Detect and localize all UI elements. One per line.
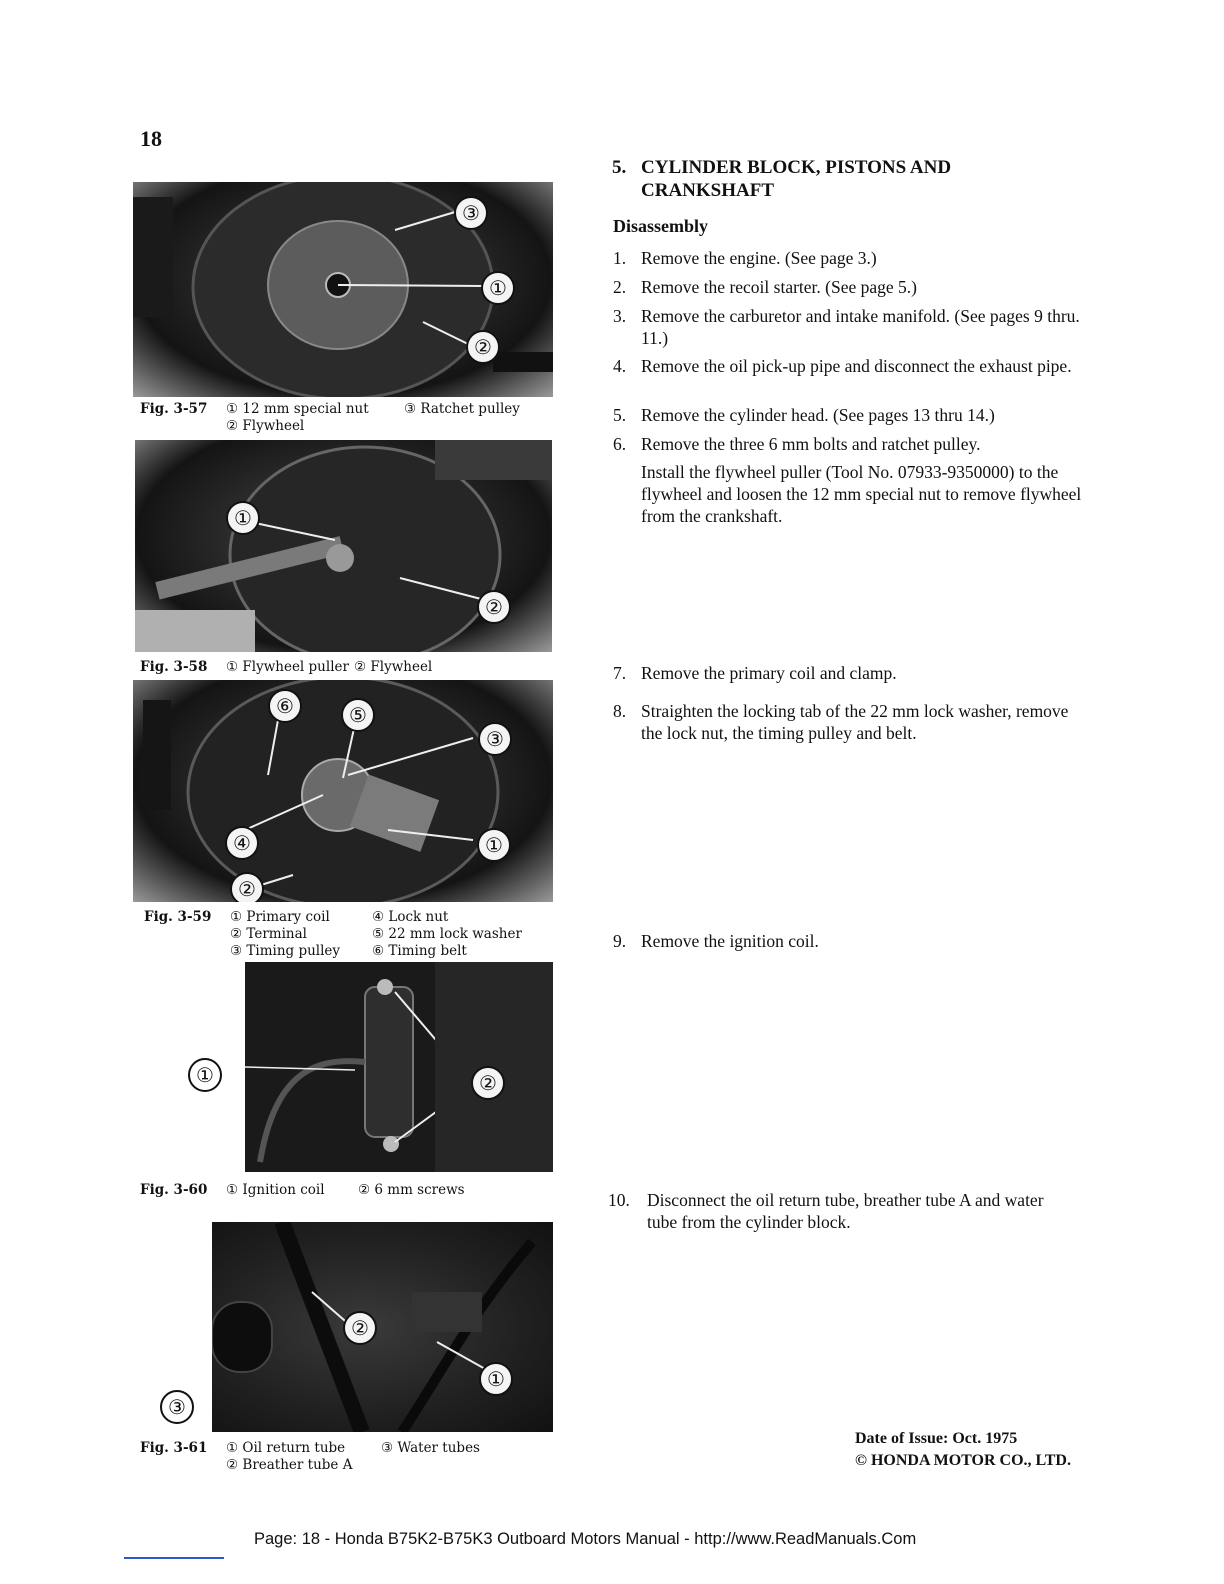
- callout-2: ②: [343, 1311, 377, 1345]
- legend-item: ④ Lock nut: [372, 909, 449, 925]
- page-footer: Page: 18 - Honda B75K2-B75K3 Outboard Motors Manual - http://www.ReadManuals.Com: [254, 1530, 917, 1548]
- callout-3: ③: [160, 1390, 194, 1424]
- step-6: 6. Remove the three 6 mm bolts and ratchet pulley. Install the flywheel puller (Tool No. 07933-9350000) to the flywheel and loosen the 12 mm special nut to remove flywheel from the crankshaft.: [613, 434, 1082, 526]
- figure-3-57-caption: [140, 401, 520, 435]
- legend-item: ③ Ratchet pulley: [404, 401, 520, 417]
- copyright: © HONDA MOTOR CO., LTD.: [855, 1452, 1071, 1469]
- legend-item: ① 12 mm special nut: [226, 401, 369, 417]
- callout-1: ①: [477, 828, 511, 862]
- callout-2: ②: [230, 872, 264, 902]
- legend-item: ② Flywheel: [354, 659, 433, 675]
- callout-2: ②: [477, 590, 511, 624]
- legend-item: ② Flywheel: [226, 418, 305, 434]
- callout-5: ⑤: [341, 698, 375, 732]
- figure-label: Fig. 3-61: [140, 1440, 208, 1456]
- figure-3-58-caption: [140, 659, 432, 676]
- legend-item: ③ Timing pulley: [230, 943, 341, 959]
- legend-item: ① Ignition coil: [226, 1182, 325, 1198]
- figure-3-59-caption: [144, 909, 522, 960]
- callout-1: ①: [481, 271, 515, 305]
- step-7: 7. Remove the primary coil and clamp.: [613, 663, 897, 683]
- callout-3: ③: [478, 722, 512, 756]
- callout-2: ②: [471, 1066, 505, 1100]
- footer-divider: [124, 1557, 224, 1559]
- step-10: 10. Disconnect the oil return tube, breather tube A and water tube from the cylinder block.: [608, 1190, 1044, 1232]
- step-4: 4. Remove the oil pick-up pipe and disconnect the exhaust pipe.: [613, 356, 1072, 376]
- page-number: 18: [140, 126, 162, 151]
- figure-label: Fig. 3-57: [140, 401, 208, 417]
- legend-item: ③ Water tubes: [381, 1440, 480, 1456]
- legend-item: ① Oil return tube: [226, 1440, 346, 1456]
- figure-label: Fig. 3-58: [140, 659, 208, 675]
- figure-3-60-photo: [245, 962, 553, 1172]
- step-5: 5. Remove the cylinder head. (See pages 13 thru 14.): [613, 405, 995, 425]
- callout-4: ④: [225, 826, 259, 860]
- step-9: 9. Remove the ignition coil.: [613, 931, 819, 951]
- issue-date: Date of Issue: Oct. 1975: [855, 1430, 1018, 1447]
- figure-3-59-photo: [133, 680, 553, 902]
- legend-item: ② 6 mm screws: [358, 1182, 465, 1198]
- callout-6: ⑥: [268, 689, 302, 723]
- issue-info: [855, 1428, 1071, 1472]
- callout-1: ①: [226, 501, 260, 535]
- figure-3-60-caption: [140, 1182, 465, 1199]
- legend-item: ① Flywheel puller: [226, 659, 349, 675]
- legend-item: ② Terminal: [230, 926, 307, 942]
- legend-item: ⑥ Timing belt: [372, 943, 467, 959]
- figure-3-57-photo: [133, 182, 553, 397]
- figure-label: Fig. 3-60: [140, 1182, 208, 1198]
- step-1: 1. Remove the engine. (See page 3.): [613, 248, 877, 268]
- legend-item: ② Breather tube A: [226, 1457, 353, 1473]
- callout-1: ①: [188, 1058, 222, 1092]
- section-title: 5. CYLINDER BLOCK, PISTONS AND CRANKSHAFT: [612, 157, 952, 201]
- figure-3-61-caption: [140, 1440, 480, 1474]
- figure-3-61-photo: [212, 1222, 553, 1432]
- callout-3: ③: [454, 196, 488, 230]
- callout-2: ②: [466, 330, 500, 364]
- legend-item: ① Primary coil: [230, 909, 330, 925]
- ignition-coil-photo-graphic: [245, 962, 553, 1172]
- step-2: 2. Remove the recoil starter. (See page 5.): [613, 277, 918, 297]
- step-3: 3. Remove the carburetor and intake manifold. (See pages 9 thru. 11.): [613, 306, 1080, 348]
- callout-1: ①: [479, 1362, 513, 1396]
- legend-item: ⑤ 22 mm lock washer: [372, 926, 522, 942]
- figure-label: Fig. 3-59: [144, 909, 212, 925]
- step-6-note: Install the flywheel puller (Tool No. 07933-9350000) to the flywheel and loosen the 12 mm special nut to remove flywheel from the crankshaft.: [641, 462, 1082, 526]
- figure-3-58-photo: [135, 440, 552, 652]
- tubes-photo-graphic: [212, 1222, 553, 1432]
- step-8: 8. Straighten the locking tab of the 22 mm lock washer, remove the lock nut, the timing pulley and belt.: [613, 701, 1069, 743]
- subheading: Disassembly: [613, 216, 709, 236]
